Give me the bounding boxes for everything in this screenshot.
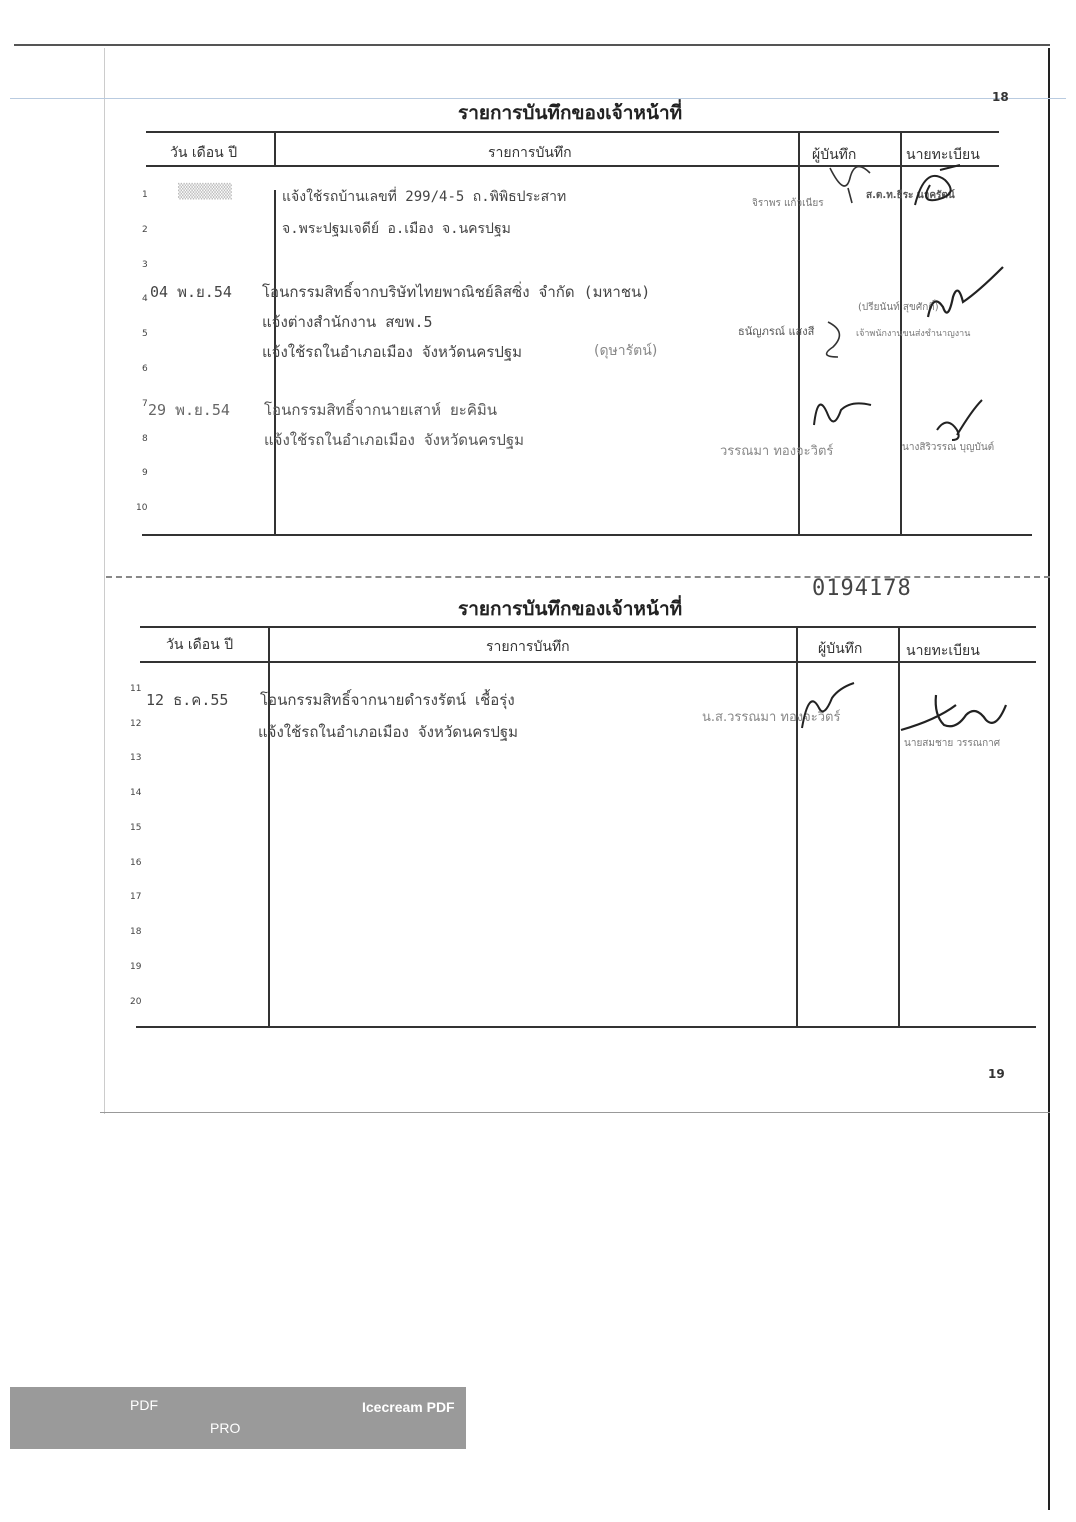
registrar-signature-icon — [896, 690, 1036, 740]
handwritten-note: (ดุษารัตน์) — [594, 343, 658, 359]
recorder-signature-icon — [808, 312, 858, 362]
section1-title: รายการบันทึกของเจ้าหน้าที่ — [458, 102, 683, 124]
section1-header-registrar: นายทะเบียน — [906, 147, 980, 163]
recorder-signature-icon — [820, 158, 890, 208]
watermark-brand: Icecream PDF — [362, 1399, 455, 1415]
recorder-stamp: ธนัญภรณ์ แสงสี — [738, 325, 815, 338]
row-number: 11 — [130, 684, 142, 694]
row-number: 9 — [142, 468, 148, 478]
section2-header-recorder: ผู้บันทึก — [818, 641, 863, 657]
registrar-signature-icon — [905, 160, 975, 220]
page-number-top: 18 — [992, 90, 1009, 104]
recorder-signature-icon — [806, 385, 876, 435]
section1-bottom-rule — [142, 534, 1032, 536]
row-number: 6 — [142, 364, 148, 374]
registrar-title-stamp: เจ้าพนักงานขนส่งชำนาญงาน — [856, 329, 971, 339]
watermark-text: PRO — [210, 1420, 241, 1436]
page-left-edge — [104, 48, 105, 1114]
row-number: 5 — [142, 329, 148, 339]
registrar-signature-icon — [918, 262, 1008, 332]
row-number: 4 — [142, 294, 148, 304]
smudged-date: ▒▒▒▒▒ — [178, 184, 232, 200]
entry-date: 04 พ.ย.54 — [150, 283, 232, 301]
section2-title: รายการบันทึกของเจ้าหน้าที่ — [458, 598, 683, 620]
entry-line: แจ้งใช้รถในอำเภอเมือง จังหวัดนครปฐม — [258, 723, 519, 741]
entry-line: โอนกรรมสิทธิ์จากนายเสาห์ ยะคิมิน — [264, 401, 498, 419]
page-right-edge — [1048, 48, 1050, 1510]
entry-line: แจ้งใช้รถในอำเภอเมือง จังหวัดนครปฐม — [264, 431, 525, 449]
section1-header-recorder: ผู้บันทึก — [812, 147, 857, 163]
serial-number: 0194178 — [812, 576, 912, 601]
page-number-bottom: 19 — [988, 1067, 1005, 1081]
row-number: 12 — [130, 719, 142, 729]
entry-date: 12 ธ.ค.55 — [146, 691, 229, 709]
section2-header-top-rule — [140, 626, 1036, 628]
entry-line: แจ้งใช้รถในอำเภอเมือง จังหวัดนครปฐม — [262, 343, 523, 361]
registrar-stamp: ส.ต.ท.ธีระ นาครัตน์ — [866, 190, 955, 201]
registrar-stamp: (ปรียนันท์ สุขศักดิ์) — [858, 302, 939, 313]
row-number: 13 — [130, 753, 142, 763]
section2-header-registrar: นายทะเบียน — [906, 643, 980, 659]
entry-line: โอนกรรมสิทธิ์จากนายดำรงรัตน์ เชื้อรุ่ง — [260, 691, 515, 709]
entry-line: จ.พระปฐมเจดีย์ อ.เมือง จ.นครปฐม — [282, 221, 511, 237]
recorder-stamp: วรรณมา ทองจะวิตร์ — [720, 444, 834, 459]
section2-header-entry: รายการบันทึก — [486, 639, 570, 655]
page-bottom-edge — [100, 1112, 1050, 1113]
section2-col-divider-1 — [268, 626, 270, 1028]
recorder-stamp: จิราพร แก้วเนียร — [752, 198, 824, 209]
entry-line: แจ้งใช้รถบ้านเลขที่ 299/4-5 ถ.พิพิธประสาท — [282, 189, 567, 205]
watermark-text: PDF — [130, 1397, 158, 1413]
row-number: 3 — [142, 260, 148, 270]
row-number: 18 — [130, 927, 142, 937]
row-number: 8 — [142, 434, 148, 444]
recorder-stamp: น.ส.วรรณมา ทองจะวิตร์ — [702, 710, 841, 725]
section2-header-bottom-rule — [140, 661, 1036, 663]
entry-line: แจ้งต่างสำนักงาน สขพ.5 — [262, 313, 433, 331]
registrar-stamp: นางสิริวรรณ บุญบันต์ — [902, 442, 995, 453]
section2-col-divider-3 — [898, 626, 900, 1028]
row-number: 20 — [130, 997, 142, 1007]
registrar-signature-icon — [922, 395, 992, 455]
row-number: 16 — [130, 858, 142, 868]
row-number: 7 — [142, 399, 148, 409]
row-number: 14 — [130, 788, 142, 798]
section2-header-date: วัน เดือน ปี — [166, 637, 234, 653]
row-number: 1 — [142, 190, 148, 200]
row-number: 10 — [136, 503, 148, 513]
row-number: 15 — [130, 823, 142, 833]
row-number: 17 — [130, 892, 142, 902]
watermark-banner — [10, 1387, 466, 1449]
section1-header-date: วัน เดือน ปี — [170, 145, 238, 161]
registrar-stamp: นายสมชาย วรรณกาศ — [904, 738, 1001, 749]
section1-col-divider-1a — [274, 131, 276, 167]
row-number: 19 — [130, 962, 142, 972]
section1-header-entry: รายการบันทึก — [488, 145, 572, 161]
recorder-signature-icon — [794, 678, 864, 738]
page-top-edge — [14, 44, 1050, 46]
entry-date: 29 พ.ย.54 — [148, 401, 230, 419]
section2-bottom-rule — [136, 1026, 1036, 1028]
entry-line: โอนกรรมสิทธิ์จากบริษัทไทยพาณิชย์ลิสซิ่ง จำกัด (มหาชน) — [262, 283, 651, 301]
row-number: 2 — [142, 225, 148, 235]
